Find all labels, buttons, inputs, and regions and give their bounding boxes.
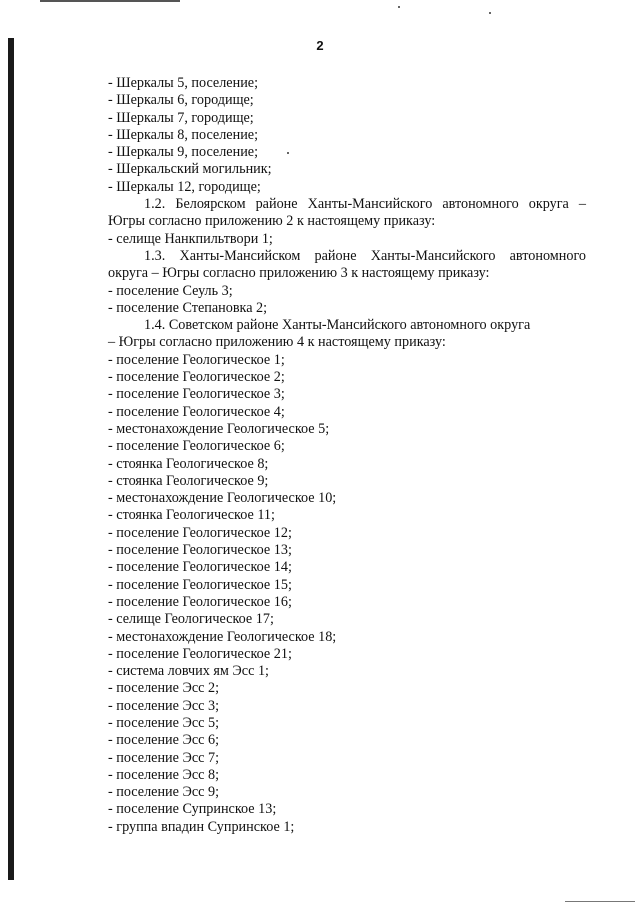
list-item: - поселение Эсс 2; [108, 680, 220, 697]
list-item: - поселение Геологическое 12; [108, 524, 292, 541]
list-item: - поселение Супринское 13; [108, 801, 277, 818]
list-item: округа – Югры согласно приложению 3 к настоящему приказу: [108, 265, 490, 282]
scan-bottom-mark [565, 901, 635, 902]
document-body [108, 75, 586, 836]
list-item: - поселение Геологическое 6; [108, 438, 285, 455]
list-item: - стоянка Геологическое 8; [108, 455, 269, 472]
paragraph-line: 1.4. Советском районе Ханты-Мансийского автономного округа [144, 317, 531, 334]
list-item: - поселение Эсс 7; [108, 749, 220, 766]
list-item: - стоянка Геологическое 11; [108, 507, 275, 524]
list-item: - поселение Эсс 3; [108, 697, 220, 714]
list-item: – Югры согласно приложению 4 к настоящему приказу: [108, 334, 446, 351]
list-item: - селище Геологическое 17; [108, 611, 274, 628]
list-item: - поселение Геологическое 3; [108, 386, 285, 403]
list-item: - местонахождение Геологическое 18; [108, 628, 337, 645]
list-item: - поселение Геологическое 15; [108, 576, 292, 593]
list-item: - поселение Эсс 9; [108, 784, 220, 801]
list-item: - Шеркалы 8, поселение; [108, 126, 259, 143]
list-item: - поселение Геологическое 13; [108, 542, 292, 559]
list-item: - поселение Эсс 6; [108, 732, 220, 749]
list-item: - поселение Эсс 8; [108, 766, 220, 783]
list-item: - местонахождение Геологическое 10; [108, 490, 337, 507]
list-item: - Шеркалы 12, городище; [108, 178, 261, 195]
list-item: - Шеркалы 9, поселение; [108, 144, 259, 161]
list-item: - поселение Геологическое 4; [108, 403, 285, 420]
list-item: - селище Нанкпильтвори 1; [108, 230, 273, 247]
list-item: - местонахождение Геологическое 5; [108, 420, 330, 437]
list-item: - Шеркальский могильник; [108, 161, 272, 178]
scan-speck [489, 12, 491, 14]
list-item: - поселение Сеуль 3; [108, 282, 233, 299]
list-item: - поселение Геологическое 1; [108, 351, 285, 368]
list-item: - стоянка Геологическое 9; [108, 472, 269, 489]
list-item: - Шеркалы 6, городище; [108, 92, 254, 109]
list-item: - поселение Эсс 5; [108, 714, 220, 731]
scan-top-mark [40, 0, 180, 2]
list-item: - поселение Геологическое 2; [108, 369, 285, 386]
list-item: Югры согласно приложению 2 к настоящему приказу: [108, 213, 436, 230]
page-number: 2 [316, 38, 324, 53]
list-item: - Шеркалы 5, поселение; [108, 75, 259, 91]
scan-speck [398, 6, 400, 8]
list-item: - система ловчих ям Эсс 1; [108, 663, 269, 680]
list-item: - поселение Геологическое 21; [108, 645, 292, 662]
list-item: - группа впадин Супринское 1; [108, 818, 295, 835]
list-item: - поселение Геологическое 16; [108, 593, 292, 610]
list-item: - Шеркалы 7, городище; [108, 109, 254, 126]
scan-edge-shadow [8, 38, 14, 880]
list-item: - поселение Геологическое 14; [108, 559, 292, 576]
paragraph-line: 1.2. Белоярском районе Ханты-Мансийского автономного округа – [144, 196, 586, 213]
list-item: - поселение Степановка 2; [108, 299, 268, 316]
paragraph-line: 1.3. Ханты-Мансийском районе Ханты-Мансийского автономного [144, 247, 586, 264]
